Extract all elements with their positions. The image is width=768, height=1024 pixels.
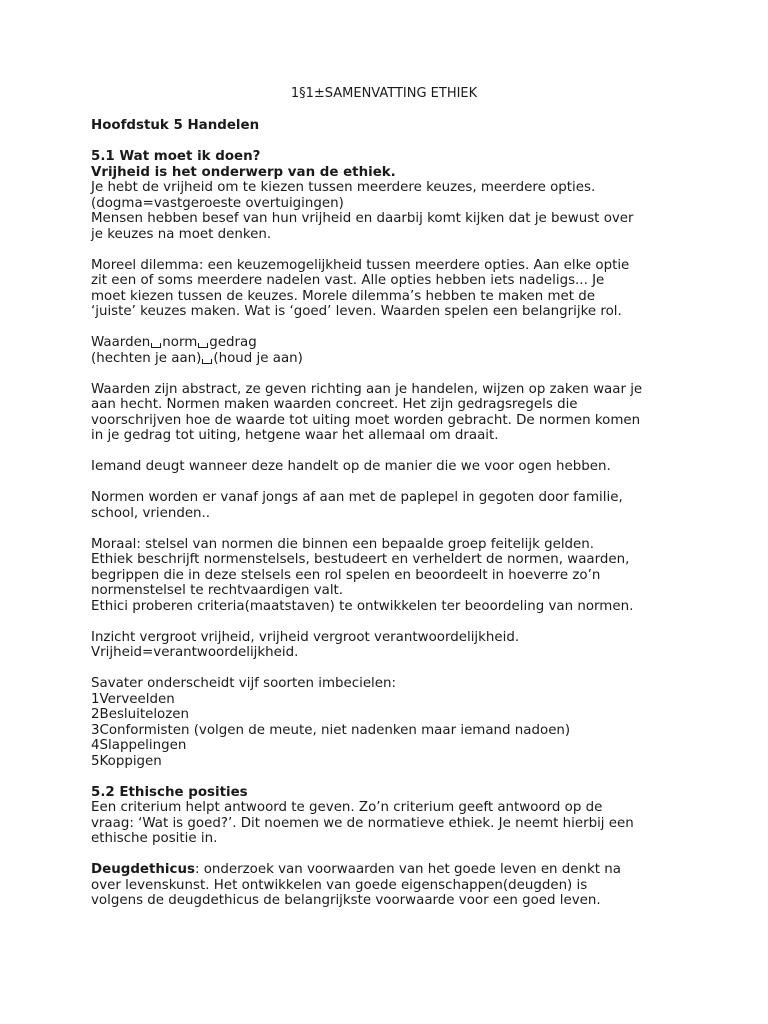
section-subheading: Vrijheid is het onderwerp van de ethiek. <box>91 164 396 180</box>
list-item: 2Besluitelozen <box>91 707 190 722</box>
text-line: zit een of soms meerdere nadelen vast. Alle opties hebben iets nadeligs... Je <box>91 273 605 288</box>
text-line: Savater onderscheidt vijf soorten imbecielen: <box>91 676 397 691</box>
text-line: begrippen die in deze stelsels een rol spelen en beoordeelt in hoeverre zo’n <box>91 567 601 583</box>
list-item: 5Koppigen <box>91 753 162 769</box>
text-line: vraag: ‘Wat is goed?’. Dit noemen we de normatieve ethiek. Je neemt hierbij een <box>91 815 634 831</box>
connector-symbol <box>151 343 161 348</box>
text-line: moet kiezen tussen de keuzes. Morele dilemma’s hebben te maken met de <box>91 288 595 304</box>
text-line: Waarden zijn abstract, ze geven richting aan je handelen, wijzen op zaken waar je <box>91 381 643 397</box>
scheme-houd: (houd je aan) <box>213 350 303 366</box>
connector-symbol <box>198 343 208 348</box>
scheme-norm: norm <box>162 335 198 350</box>
text-line: Vrijheid=verantwoordelijkheid. <box>91 645 299 660</box>
list-item: 4Slappelingen <box>91 738 187 753</box>
term-definition: : onderzoek van voorwaarden van het goede leven en denkt na <box>194 862 621 877</box>
text-line: Ethici proberen criteria(maatstaven) te ontwikkelen ter beoordeling van normen. <box>91 598 634 614</box>
section-heading-5-1: 5.1 Wat moet ik doen? <box>91 149 261 164</box>
text-line: aan hecht. Normen maken waarden concreet. Het zijn gedragsregels die <box>91 397 578 412</box>
text-line: je keuzes na moet denken. <box>91 226 272 242</box>
scheme-gedrag: gedrag <box>209 335 257 350</box>
text-line: Normen worden er vanaf jongs af aan met de paplepel in gegoten door familie, <box>91 490 623 505</box>
text-line <box>91 862 691 878</box>
text-line: Mensen hebben besef van hun vrijheid en daarbij komt kijken dat je bewust over <box>91 211 634 226</box>
text-line: normenstelsel te rechtvaardigen valt. <box>91 583 344 598</box>
text-line: over levenskunst. Het ontwikkelen van goede eigenschappen(deugden) is <box>91 877 588 893</box>
text-line: volgens de deugdethicus de belangrijkste voorwaarde voor een goed leven. <box>91 893 601 908</box>
scheme-hechten: (hechten je aan) <box>91 350 202 366</box>
term-deugdethicus: Deugdethicus <box>91 862 195 877</box>
section-heading-5-2: 5.2 Ethische posities <box>91 784 248 800</box>
scheme-line-bottom <box>91 351 691 367</box>
text-line: Een criterium helpt antwoord te geven. Zo’n criterium geeft antwoord op de <box>91 800 603 815</box>
text-line: ethische positie in. <box>91 831 218 846</box>
list-item: 3Conformisten (volgen de meute, niet nadenken maar iemand nadoen) <box>91 722 571 738</box>
text-line: ‘juiste’ keuzes maken. Wat is ‘goed’ leven. Waarden spelen een belangrijke rol. <box>91 304 622 319</box>
text-line: Inzicht vergroot vrijheid, vrijheid vergroot verantwoordelijkheid. <box>91 629 520 645</box>
text-line: Moreel dilemma: een keuzemogelijkheid tussen meerdere opties. Aan elke optie <box>91 257 630 273</box>
document-title: 1§1±SAMENVATTING ETHIEK <box>290 86 478 101</box>
scheme-line-top <box>91 335 691 351</box>
connector-symbol <box>202 359 212 364</box>
text-line: Ethiek beschrijft normenstelsels, bestudeert en verheldert de normen, waarden, <box>91 552 630 567</box>
text-line: (dogma=vastgeroeste overtuigingen) <box>91 195 344 211</box>
text-line: voorschrijven hoe de waarde tot uiting moet worden gebracht. De normen komen <box>91 412 641 428</box>
text-line: school, vrienden.. <box>91 505 211 521</box>
chapter-heading: Hoofdstuk 5 Handelen <box>91 118 260 133</box>
list-item: 1Verveelden <box>91 691 175 707</box>
text-line: Moraal: stelsel van normen die binnen een bepaalde groep feitelijk gelden. <box>91 536 595 552</box>
text-line: Je hebt de vrijheid om te kiezen tussen meerdere keuzes, meerdere opties. <box>91 180 596 195</box>
scheme-waarden: Waarden <box>91 335 151 350</box>
text-line: Iemand deugt wanneer deze handelt op de manier die we voor ogen hebben. <box>91 459 611 474</box>
text-line: in je gedrag tot uiting, hetgene waar het allemaal om draait. <box>91 428 499 443</box>
document-body <box>91 118 691 909</box>
